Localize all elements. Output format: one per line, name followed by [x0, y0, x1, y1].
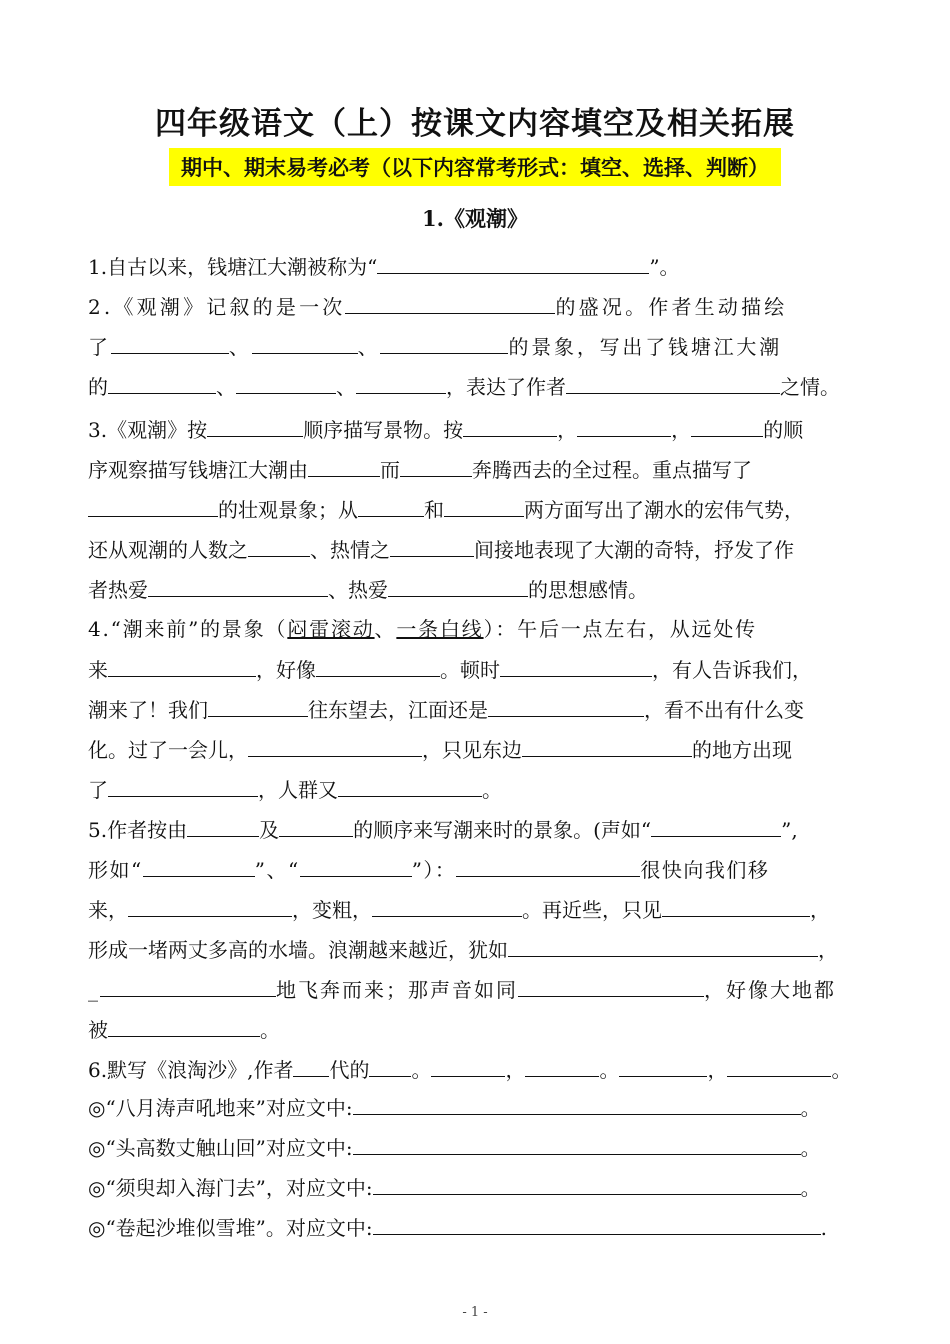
blank[interactable] — [108, 774, 258, 797]
question-2-line-3: 的 、 、 ，表达了作者 之情。 — [88, 371, 864, 403]
question-3-line-2: 序观察描写钱塘江大潮由 而 奔腾西去的全过程。重点描写了 — [88, 454, 864, 486]
question-5-line-2: 形如“ ”、“ ”）： 很快向我们移 — [88, 854, 864, 886]
question-5-line-5: _ 地飞奔而来；那声音如同 ，好像大地都 — [88, 974, 864, 1006]
question-2-line-1: 2.《观潮》记叙的是一次 的盛况。作者生动描绘 — [88, 291, 864, 323]
blank[interactable] — [456, 854, 640, 877]
section-heading: 1.《观潮》 — [422, 206, 528, 231]
blank[interactable] — [525, 1054, 599, 1077]
blank[interactable] — [369, 1054, 411, 1077]
blank[interactable] — [88, 494, 218, 517]
question-5-line-4: 形成一堵两丈多高的水墙。浪潮越来越近，犹如 ， — [88, 934, 864, 966]
question-3-line-3: 的壮观景象；从 和 两方面写出了潮水的宏伟气势， — [88, 494, 864, 526]
blank[interactable] — [128, 894, 292, 917]
blank[interactable] — [488, 694, 644, 717]
blank[interactable] — [522, 734, 692, 757]
blank[interactable] — [388, 574, 528, 597]
reference-line-3: ◎“须臾却入海门去”，对应文中: 。 — [88, 1172, 864, 1204]
question-5-line-1: 5.作者按由 及 的顺序来写潮来时的景象。(声如“ ”, — [88, 814, 864, 846]
blank[interactable] — [662, 894, 810, 917]
highlighted-subtitle: 期中、期末易考必考（以下内容常考形式：填空、选择、判断） — [169, 148, 781, 186]
reference-line-2: ◎“头高数丈触山回”对应文中: 。 — [88, 1132, 864, 1164]
blank[interactable] — [353, 1092, 801, 1115]
blank[interactable] — [372, 894, 522, 917]
question-4-line-4: 化。过了一会儿， ，只见东边 的地方出现 — [88, 734, 864, 766]
blank[interactable] — [373, 1212, 821, 1235]
blank[interactable] — [431, 1054, 505, 1077]
blank[interactable] — [345, 291, 555, 314]
blank[interactable] — [463, 414, 557, 437]
blank[interactable] — [400, 454, 472, 477]
blank[interactable] — [148, 574, 328, 597]
blank[interactable] — [187, 814, 259, 837]
blank[interactable] — [444, 494, 524, 517]
blank[interactable] — [252, 331, 358, 354]
reference-line-4: ◎“卷起沙堆似雪堆”。对应文中: . — [88, 1212, 864, 1244]
blank[interactable] — [380, 331, 508, 354]
question-4-line-3: 潮来了！我们 往东望去，江面还是 ，看不出有什么变 — [88, 694, 864, 726]
blank[interactable] — [208, 694, 308, 717]
blank[interactable] — [356, 371, 446, 394]
question-1: 1.自古以来，钱塘江大潮被称为“ ”。 — [88, 251, 864, 283]
reference-line-1: ◎“八月涛声吼地来”对应文中: 。 — [88, 1092, 864, 1124]
question-4-line-1: 4.“潮来前”的景象（闷雷滚动、一条白线）：午后一点左右，从远处传 — [88, 617, 757, 641]
blank[interactable] — [377, 251, 649, 274]
blank[interactable] — [500, 654, 652, 677]
blank[interactable] — [518, 974, 704, 997]
blank[interactable] — [236, 371, 336, 394]
page-number: - 1 - — [462, 1305, 488, 1320]
blank[interactable] — [727, 1054, 831, 1077]
blank[interactable] — [577, 414, 671, 437]
blank[interactable] — [300, 854, 412, 877]
question-3-line-1: 3.《观潮》按 顺序描写景物。按 ， ， 的顺 — [88, 414, 864, 446]
blank[interactable] — [143, 854, 255, 877]
blank[interactable] — [338, 774, 482, 797]
blank[interactable] — [108, 654, 256, 677]
blank[interactable] — [691, 414, 763, 437]
blank[interactable] — [358, 494, 424, 517]
question-3-line-4: 还从观潮的人数之 、热情之 间接地表现了大潮的奇特，抒发了作 — [88, 534, 864, 566]
blank[interactable] — [566, 371, 780, 394]
blank[interactable] — [651, 814, 781, 837]
question-4-line-2: 来 ，好像 。顿时 ，有人告诉我们， — [88, 654, 864, 686]
blank[interactable] — [619, 1054, 707, 1077]
blank[interactable] — [353, 1132, 801, 1155]
blank[interactable] — [248, 534, 310, 557]
blank[interactable] — [316, 654, 440, 677]
blank[interactable] — [373, 1172, 801, 1195]
page-title: 四年级语文（上）按课文内容填空及相关拓展 — [155, 106, 795, 142]
blank[interactable] — [293, 1054, 329, 1077]
blank[interactable] — [390, 534, 474, 557]
question-2-line-2: 了 、 、 的景象，写出了钱塘江大潮 — [88, 331, 864, 363]
question-5-line-3: 来， ，变粗， 。再近些，只见 ， — [88, 894, 864, 926]
blank[interactable] — [207, 414, 303, 437]
question-3-line-5: 者热爱 、热爱 的思想感情。 — [88, 574, 864, 606]
blank[interactable] — [248, 734, 422, 757]
blank[interactable] — [279, 814, 353, 837]
question-4-line-5: 了 ，人群又 。 — [88, 774, 864, 806]
blank[interactable] — [508, 934, 818, 957]
blank[interactable] — [108, 371, 216, 394]
question-5-line-6: 被 。 — [88, 1014, 864, 1046]
blank[interactable] — [100, 974, 276, 997]
question-6: 6.默写《浪淘沙》,作者 代的 。 ， 。 ， 。 — [88, 1054, 864, 1086]
blank[interactable] — [111, 331, 229, 354]
blank[interactable] — [108, 1014, 260, 1037]
blank[interactable] — [308, 454, 380, 477]
